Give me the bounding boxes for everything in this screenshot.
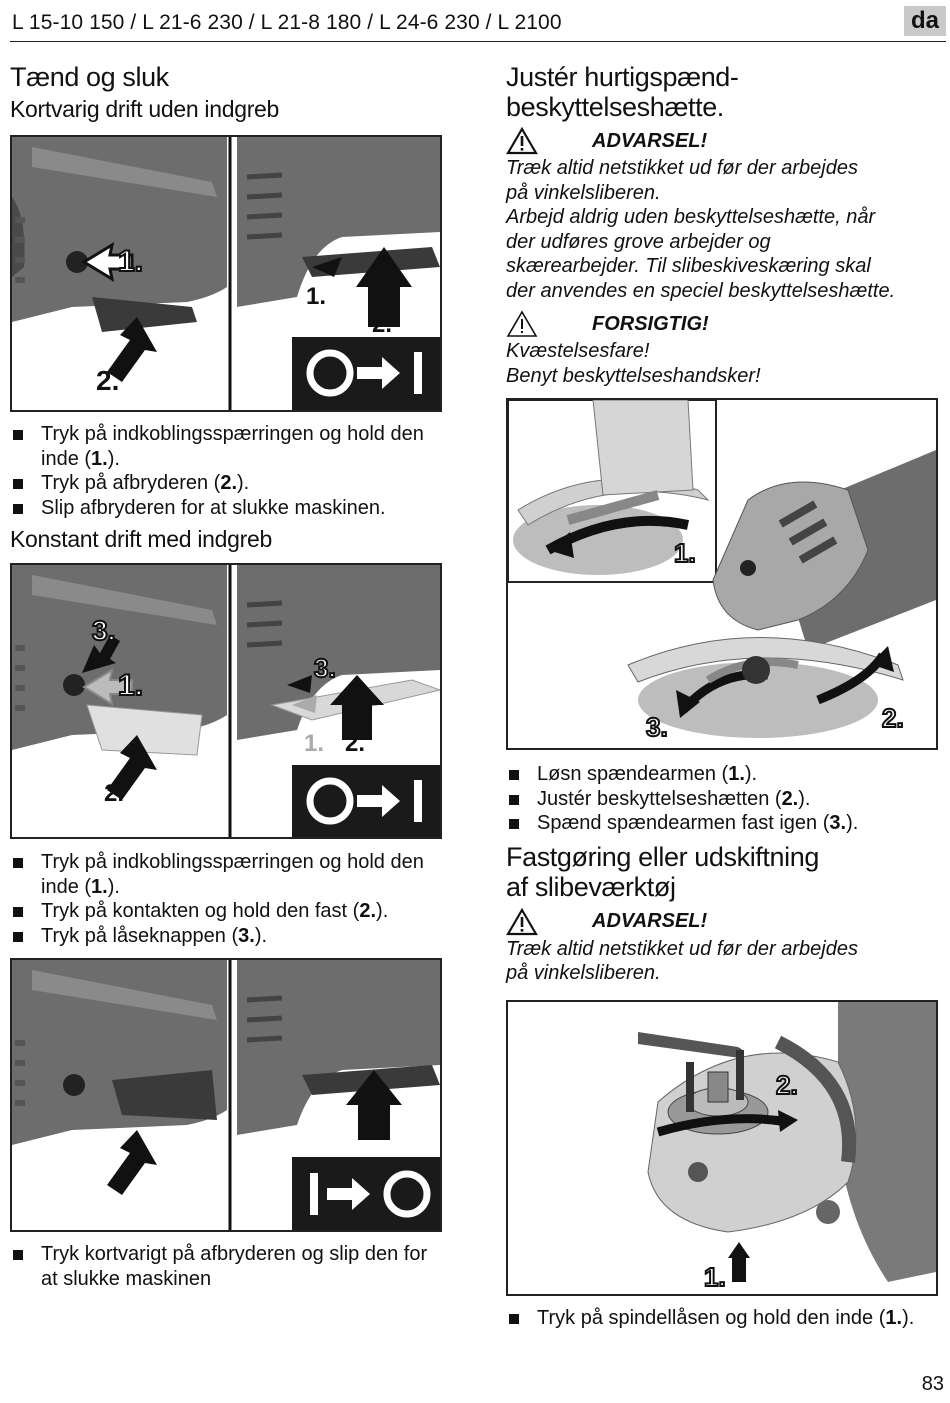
caution-label: FORSIGTIG!	[592, 312, 709, 335]
callout-2: 2.	[104, 780, 125, 807]
warning-text: skærearbejder. Til slibeskiveskæring skal	[506, 255, 871, 277]
warning-text: Træk altid netstikket ud før der arbejdes	[506, 937, 858, 960]
figure-tool-change-illustration	[508, 1002, 936, 1294]
figure-switch-off	[10, 958, 442, 1232]
list-item: Tryk på indkoblingsspærringen og hold den inde (1.).	[10, 422, 442, 471]
figure-continuous-operation	[10, 563, 442, 839]
caution-text: Benyt beskyttelseshandsker!	[506, 364, 761, 387]
callout-3: 3.	[646, 712, 668, 742]
list-item: Tryk på låseknappen (3.).	[10, 924, 442, 949]
caution-text: Kvæstelsesfare!	[506, 340, 650, 362]
callout-2: 2.	[882, 703, 904, 733]
left-column	[10, 62, 442, 1291]
section-title-tool-change	[506, 842, 948, 902]
bullet-list-tool-change	[506, 1306, 948, 1331]
figure-momentary-operation	[10, 135, 442, 412]
subheading-momentary: Kortvarig drift uden indgreb	[10, 96, 280, 122]
subheading-continuous: Konstant drift med indgreb	[10, 526, 272, 552]
figure-continuous-illustration	[12, 565, 440, 837]
callout-3: 3.	[314, 653, 336, 683]
list-item: Tryk på indkoblingsspærringen og hold den inde (1.).	[10, 850, 442, 899]
warning-text: der anvendes en speciel beskyttelseshætte.	[506, 279, 896, 302]
header-divider	[10, 41, 946, 42]
warning-block	[506, 126, 948, 303]
warning-triangle-icon	[506, 127, 538, 155]
bullet-list-switch-off	[10, 1242, 442, 1291]
warning-text: der udføres grove arbejder og	[506, 230, 771, 253]
callout-1: 1.	[674, 538, 696, 568]
callout-2: 2.	[776, 1069, 798, 1100]
callout-1: 1.	[118, 245, 144, 278]
section-title-on-off: Tænd og sluk	[10, 62, 169, 92]
bullet-list-momentary	[10, 422, 442, 520]
warning-triangle-icon	[506, 908, 538, 936]
list-item: Tryk på afbryderen (2.).	[10, 471, 442, 496]
callout-1: 1.	[304, 730, 325, 757]
callout-3: 3.	[92, 615, 116, 646]
right-column	[506, 62, 948, 1330]
title-line: af slibeværktøj	[506, 871, 676, 902]
list-item: Spænd spændearmen fast igen (3.).	[506, 811, 948, 836]
title-line: Fastgøring eller udskiftning	[506, 841, 819, 872]
warning-text: Træk altid netstikket ud før der arbejdes	[506, 157, 858, 179]
bullet-list-continuous	[10, 850, 442, 948]
list-item: Slip afbryderen for at slukke maskinen.	[10, 496, 442, 521]
caution-triangle-icon	[506, 310, 538, 338]
figure-tool-change	[506, 1000, 938, 1296]
callout-1: 1.	[306, 283, 327, 310]
language-badge: da	[904, 6, 946, 36]
list-item: Tryk på kontakten og hold den fast (2.).	[10, 899, 442, 924]
list-item: Tryk kortvarigt på afbryderen og slip den for at slukke maskinen	[10, 1242, 442, 1291]
callout-1: 1.	[118, 669, 144, 702]
warning-label: ADVARSEL!	[592, 910, 708, 933]
warning-label: ADVARSEL!	[592, 129, 708, 152]
list-item: Tryk på spindellåsen og hold den inde (1.).	[506, 1306, 948, 1331]
list-item: Justér beskyttelseshætten (2.).	[506, 787, 948, 812]
warning-text: på vinkelsliberen.	[506, 181, 661, 204]
callout-2: 2.	[96, 365, 120, 396]
warning-block	[506, 907, 948, 986]
figure-guard-adjustment	[506, 398, 938, 750]
section-title-guard-adjust	[506, 62, 948, 122]
callout-1: 1.	[704, 1261, 726, 1292]
warning-text: på vinkelsliberen.	[506, 962, 661, 984]
bullet-list-guard	[506, 762, 948, 836]
title-line: beskyttelseshætte.	[506, 92, 724, 122]
figure-switch-off-illustration	[12, 960, 440, 1230]
title-line: Justér hurtigspænd-	[506, 62, 739, 92]
warning-text: Arbejd aldrig uden beskyttelseshætte, når	[506, 206, 876, 228]
page-number: 83	[921, 1373, 944, 1395]
callout-2: 2.	[372, 311, 393, 338]
caution-block	[506, 309, 948, 388]
list-item: Løsn spændearmen (1.).	[506, 762, 948, 787]
figure-guard-adjustment-illustration	[508, 400, 936, 748]
callout-2: 2.	[345, 730, 366, 757]
document-header-title: L 15-10 150 / L 21-6 230 / L 21-8 180 / L 24-6 230 / L 2100	[12, 11, 562, 34]
figure-momentary-illustration	[12, 137, 440, 410]
